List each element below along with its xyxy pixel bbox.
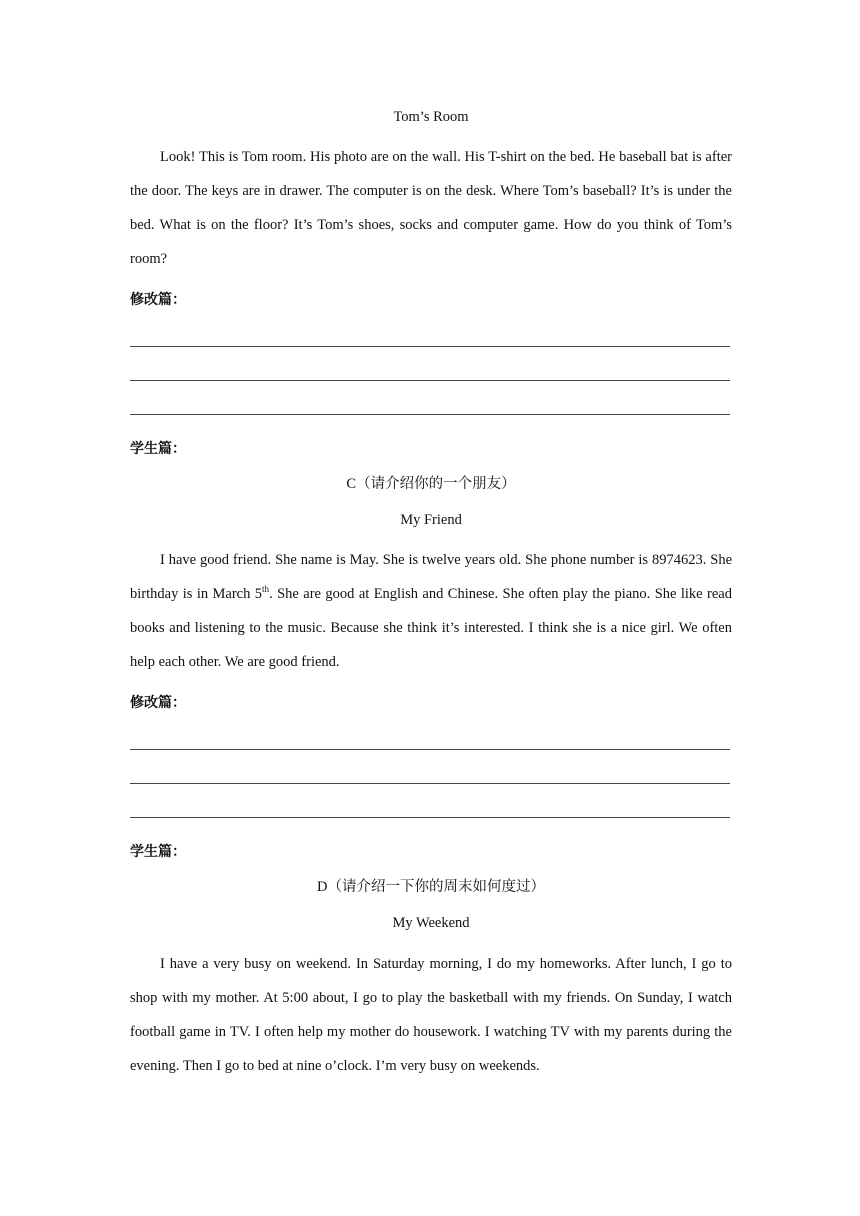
section-title-my-weekend: My Weekend <box>392 915 470 931</box>
answer-line[interactable] <box>130 346 730 347</box>
answer-line[interactable] <box>130 414 730 415</box>
answer-line[interactable] <box>130 817 730 818</box>
section-title-my-friend: My Friend <box>400 512 462 528</box>
answer-line[interactable] <box>130 380 730 381</box>
essay-paragraph-toms-room <box>130 140 732 276</box>
answer-line[interactable] <box>130 783 730 784</box>
section-heading-c: C（请介绍你的一个朋友） <box>346 476 516 492</box>
student-label: 学生篇： <box>130 844 186 860</box>
revise-label: 修改篇： <box>130 695 186 711</box>
essay-text: I have a very busy on weekend. In Saturday morning, I do my homeworks. After lunch, I go to shop with my mother. At 5:00 about, I go to play the basketball with my friends. On Sunday, I watch football game in TV. I often help my mother do housework. I watching TV with my parents during the evening. Then I go to bed at nine o’clock. I’m very busy on weekends. <box>130 956 732 1074</box>
answer-line[interactable] <box>130 749 730 750</box>
essay-text-part1: I have good friend. She name is May. She is twelve years old. She phone number is 8974623. She birthday is in March 5 <box>130 552 732 602</box>
revise-label: 修改篇： <box>130 292 186 308</box>
essay-text: Look! This is Tom room. His photo are on the wall. His T-shirt on the bed. He baseball bat is after the door. The keys are in drawer. The computer is on the desk. Where Tom’s baseball? It’s is under the bed. What is on the floor? It’s Tom’s shoes, socks and computer game. How do you think of Tom’s room? <box>130 149 732 267</box>
essay-paragraph-my-friend <box>130 543 732 679</box>
essay-paragraph-my-weekend <box>130 947 732 1083</box>
student-label: 学生篇： <box>130 441 186 457</box>
essay-text-part2: . She are good at English and Chinese. She often play the piano. She like read books and listening to the music. Because she think it’s interested. I think she is a nice girl. We often help each other. We are good friend. <box>130 586 732 670</box>
ordinal-superscript: th <box>262 584 270 595</box>
section-title-toms-room: Tom’s Room <box>393 109 469 125</box>
section-heading-d: D（请介绍一下你的周末如何度过） <box>317 879 545 895</box>
essay-text <box>130 543 732 679</box>
